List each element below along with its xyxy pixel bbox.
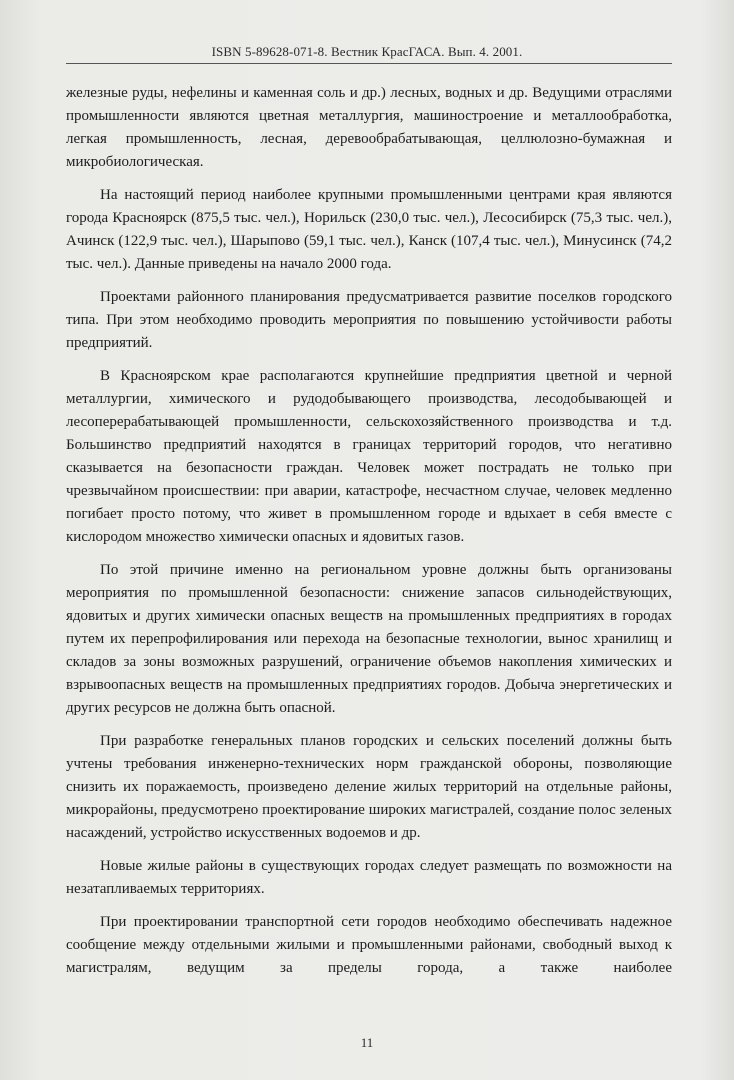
running-head: ISBN 5-89628-071-8. Вестник КрасГАСА. Вып. 4. 2001. (211, 44, 523, 59)
header-rule (66, 63, 672, 64)
paragraph-residential-districts: Новые жилые районы в существующих городах следует размещать по возможности на незатапливаемых территориях. (66, 858, 672, 897)
paragraph-industries: железные руды, нефелины и каменная соль и др.) лесных, водных и др. Ведущими отраслями промышленности являются цветная металлургия, машиностроение и металлообработка, легкая промышленность, лесная, деревообрабатывающая, целлюлозно-бумажная и микробиологическая. (66, 85, 672, 170)
body-text (66, 82, 672, 991)
paragraph-master-plans: При разработке генеральных планов городских и сельских поселений должны быть учтены требования инженерно-технических норм гражданской обороны, позволяющие снизить их поражаемость, произведено деление жилых территорий на отдельные районы, микрорайоны, предусмотрено проектирование широких магистралей, создание полос зеленых насаждений, устройство искусственных водоемов и др. (66, 733, 672, 841)
paragraph-enterprises: В Красноярском крае располагаются крупнейшие предприятия цветной и черной металлургии, химического и рудодобывающего производства, лесодобывающей и лесоперерабатывающей промышленности, сельскохозяйственного производства и т.д. Большинство предприятий находятся в границах территорий городов, что негативно сказывается на безопасности граждан. Человек может пострадать не только при чрезвычайном происшествии: при аварии, катастрофе, несчастном случае, человек медленно погибает просто потому, что живет в промышленном городе и вдыхает в себя вместе с кислородом множество химически опасных и ядовитых газов. (66, 368, 672, 545)
paragraph-transport-network: При проектировании транспортной сети городов необходимо обеспечивать надежное сообщение между отдельными жилыми и промышленными районами, свободный выход к магистралям, ведущим за пределы города, а также наиболее (66, 914, 672, 977)
paragraph-industrial-centers: На настоящий период наиболее крупными промышленными центрами края являются города Красноярск (875,5 тыс. чел.), Норильск (230,0 тыс. чел.), Лесосибирск (75,3 тыс. чел.), Ачинск (122,9 тыс. чел.), Шарыпово (59,1 тыс. чел.), Канск (107,4 тыс. чел.), Минусинск (74,2 тыс. чел.). Данные приведены на начало 2000 года. (66, 187, 672, 272)
page-number: 11 (360, 1035, 374, 1050)
paragraph-district-planning: Проектами районного планирования предусматривается развитие поселков городского типа. При этом необходимо проводить мероприятия по повышению устойчивости работы предприятий. (66, 289, 672, 352)
paragraph-industrial-safety: По этой причине именно на региональном уровне должны быть организованы мероприятия по промышленной безопасности: снижение запасов сильнодействующих, ядовитых и других химически опасных веществ на промышленных предприятиях в городах путем их перепрофилирования или перехода на безопасные технологии, вынос хранилищ и складов за зоны возможных разрушений, ограничение объемов накопления химических и взрывоопасных веществ на промышленных предприятиях городов. Добыча энергетических и других ресурсов не должна быть опасной. (66, 562, 672, 716)
